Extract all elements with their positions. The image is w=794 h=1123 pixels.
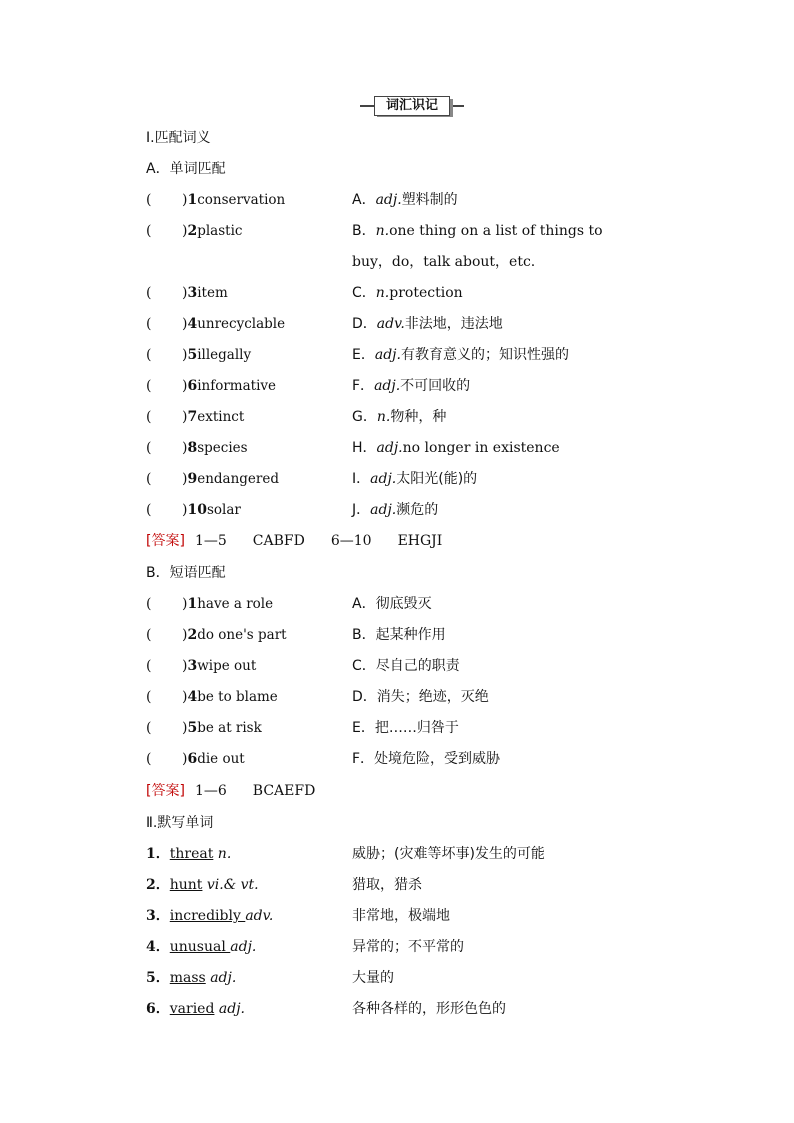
- list-item: ( )4unrecyclable: [146, 316, 286, 332]
- definition: 非常地，极端地: [352, 908, 450, 924]
- answer-blank[interactable]: (: [146, 440, 152, 456]
- answer-tag: [答案]: [146, 783, 185, 799]
- definition: F．处境危险，受到威胁: [352, 751, 501, 767]
- list-item: 1．threat n.: [146, 846, 232, 862]
- section-heading-2: Ⅱ.默写单词: [146, 815, 214, 831]
- list-item: ( )2do one's part: [146, 627, 287, 643]
- list-item: ( )1have a role: [146, 596, 274, 612]
- list-item: ( )3wipe out: [146, 658, 257, 674]
- list-item: 4．unusual adj.: [146, 939, 257, 955]
- list-item: ( )1conservation: [146, 192, 286, 208]
- definition: B．n.one thing on a list of things to: [352, 223, 603, 239]
- definition: F．adj.不可回收的: [352, 378, 471, 394]
- answer-blank[interactable]: (: [146, 751, 152, 767]
- definition-continuation: buy，do，talk about，etc.: [352, 254, 536, 270]
- answer-blank[interactable]: (: [146, 720, 152, 736]
- part-b-heading: B．短语匹配: [146, 565, 226, 581]
- answer-blank[interactable]: (: [146, 409, 152, 425]
- list-item: ( )9endangered: [146, 471, 280, 487]
- list-item: 6．varied adj.: [146, 1001, 245, 1017]
- definition: E．adj.有教育意义的；知识性强的: [352, 347, 569, 363]
- banner-title: 词汇识记: [374, 96, 450, 116]
- definition: 大量的: [352, 970, 394, 986]
- definition: C．n.protection: [352, 285, 463, 301]
- definition: 猎取，猎杀: [352, 877, 422, 893]
- definition: D．adv.非法地，违法地: [352, 316, 503, 332]
- definition: 异常的；不平常的: [352, 939, 464, 955]
- list-item: ( )10solar: [146, 502, 241, 518]
- list-item: ( )6informative: [146, 378, 277, 394]
- answer-blank[interactable]: (: [146, 471, 152, 487]
- section-heading-1: Ⅰ.匹配词义: [146, 130, 211, 146]
- list-item: 2．hunt vi.& vt.: [146, 877, 259, 893]
- answer-b: [答案] 1—6 BCAEFD: [146, 783, 316, 799]
- definition: 威胁；(灾难等坏事)发生的可能: [352, 846, 545, 862]
- answer-blank[interactable]: (: [146, 689, 152, 705]
- definition: E．把……归咎于: [352, 720, 459, 736]
- definition: 各种各样的，形形色色的: [352, 1001, 506, 1017]
- answer-blank[interactable]: (: [146, 596, 152, 612]
- definition: I．adj.太阳光(能)的: [352, 471, 478, 487]
- list-item: ( )3item: [146, 285, 228, 301]
- list-item: ( )8species: [146, 440, 248, 456]
- answer-blank[interactable]: (: [146, 285, 152, 301]
- definition: D．消失；绝迹，灭绝: [352, 689, 489, 705]
- answer-a: [答案] 1—5 CABFD 6—10 EHGJI: [146, 533, 443, 549]
- definition: J．adj.濒危的: [352, 502, 439, 518]
- definition: B．起某种作用: [352, 627, 446, 643]
- list-item: ( )5illegally: [146, 347, 252, 363]
- list-item: ( )7extinct: [146, 409, 245, 425]
- part-a-heading: A．单词匹配: [146, 161, 226, 177]
- list-item: ( )6die out: [146, 751, 245, 767]
- list-item: ( )2plastic: [146, 223, 243, 239]
- definition: C．尽自己的职责: [352, 658, 460, 674]
- definition: A．adj.塑料制的: [352, 192, 458, 208]
- answer-blank[interactable]: (: [146, 378, 152, 394]
- definition: G．n.物种，种: [352, 409, 447, 425]
- answer-blank[interactable]: (: [146, 223, 152, 239]
- answer-blank[interactable]: (: [146, 316, 152, 332]
- answer-blank[interactable]: (: [146, 502, 152, 518]
- answer-blank[interactable]: (: [146, 347, 152, 363]
- definition: A．彻底毁灭: [352, 596, 432, 612]
- answer-tag: [答案]: [146, 533, 185, 549]
- answer-blank[interactable]: (: [146, 627, 152, 643]
- list-item: ( )5be at risk: [146, 720, 262, 736]
- list-item: ( )4be to blame: [146, 689, 278, 705]
- definition: H．adj.no longer in existence: [352, 440, 560, 456]
- answer-blank[interactable]: (: [146, 192, 152, 208]
- list-item: 3．incredibly adv.: [146, 908, 274, 924]
- list-item: 5．mass adj.: [146, 970, 237, 986]
- section-banner: [360, 96, 464, 116]
- answer-blank[interactable]: (: [146, 658, 152, 674]
